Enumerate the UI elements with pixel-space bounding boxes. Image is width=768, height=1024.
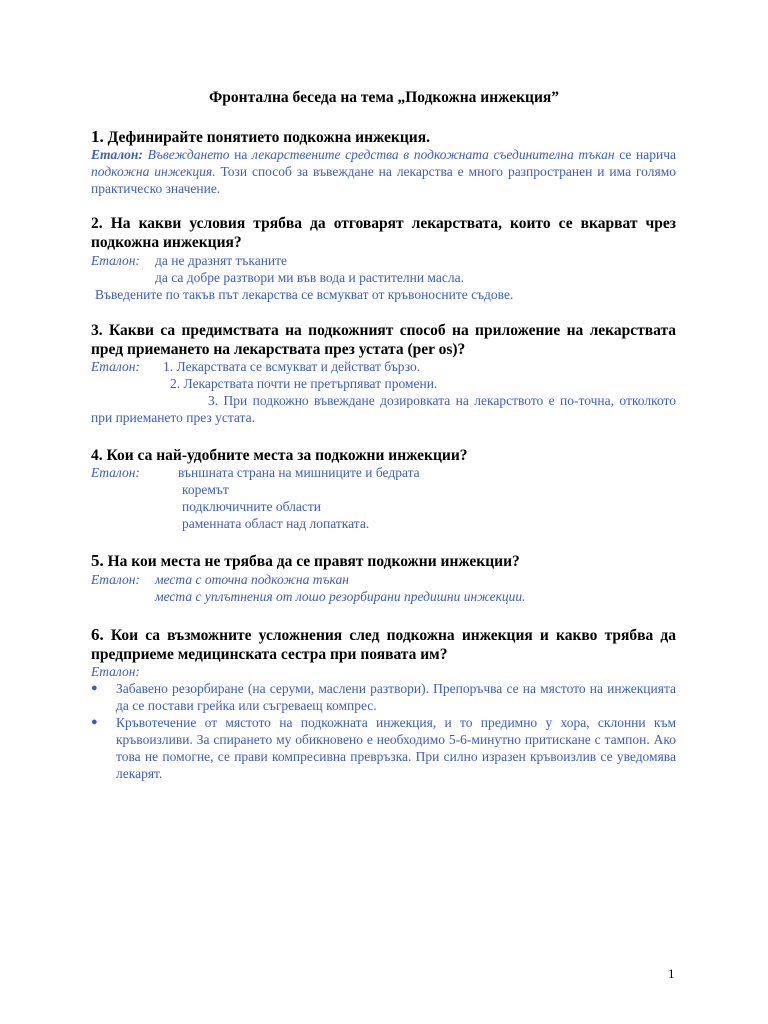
- question-5-text: На кои места не трябва да се правят подкожни инжекции?: [103, 553, 520, 570]
- answer-4-line-4: раменната област над лопатката.: [182, 516, 370, 531]
- answer-6-bullet-2: [91, 714, 676, 782]
- answer-5-label-text: Еталон:: [91, 572, 140, 587]
- answer-6-bullet-1-text: [116, 680, 676, 714]
- question-1-number: 1.: [91, 127, 104, 146]
- answer-5-label: [91, 571, 140, 588]
- question-5: [91, 551, 676, 571]
- question-5-number: 5.: [91, 551, 104, 570]
- answer-2-line-1: да не дразнят тъканите: [155, 253, 288, 268]
- answer-6-bullet-2-text: [116, 714, 676, 782]
- answer-5-line-2-text: места с уплътнения от лошо резорбирани предишни инжекции.: [155, 589, 526, 604]
- answer-2-line-2: да са добре разтвори ми във вода и растителни масла.: [155, 270, 464, 285]
- question-4: 4. Кои са най-удобните места за подкожни инжекции?: [91, 447, 468, 464]
- answer-1-part-3: лекарствените средства в подкожната съединителна тъкан: [252, 147, 615, 162]
- answer-5-line-1: [155, 571, 349, 588]
- answer-3-label-text: Еталон:: [91, 359, 140, 374]
- question-6-text: Кои са възможните усложнения след подкожна инжекция и какво трябва да предприеме медицинската сестра при появата им?: [91, 627, 676, 663]
- page-number: 1: [668, 966, 675, 981]
- bullet-icon: ●: [91, 682, 98, 694]
- question-6-number: 6.: [91, 625, 104, 644]
- answer-5-line-1-text: места с оточна подкожна тъкан: [155, 572, 349, 587]
- answer-4-line-2: коремът: [182, 482, 229, 497]
- answer-2-line-3: Въведените по такъв път лекарства се всмукват от кръвоносните съдове.: [95, 287, 514, 302]
- answer-6-label-text: Еталон:: [91, 664, 140, 679]
- answer-3-line-1: 1. Лекарствата се всмукват и действат бързо.: [163, 359, 421, 374]
- question-1-text: Дефинирайте понятието подкожна инжекция.: [103, 129, 430, 146]
- answer-1-part-4: се нарича: [614, 147, 677, 162]
- question-3: 3. Какви са предимствата на подкожният способ на приложение на лекарствата пред приемането на лекарствата през устата (per os)?: [91, 322, 676, 358]
- answer-2-label-text: Еталон:: [91, 253, 140, 268]
- answer-6-bullet-1-italic: Препоръчва се на мястото на инжекцията да се постави грейка или съгреваещ компрес.: [116, 681, 677, 713]
- question-1: [91, 127, 676, 147]
- answer-1-part-2: на: [229, 147, 253, 162]
- answer-3-line-3: 3. При подкожно въвеждане дозировката на лекарството е по-точна, отколкото при приемането през устата.: [91, 393, 676, 425]
- answer-1: [91, 146, 676, 197]
- answer-4-label-text: Еталон:: [91, 465, 140, 480]
- answer-6-bullet-1-normal: Забавено резорбиране (на серуми, маслени разтвори).: [116, 681, 429, 696]
- answer-6-label: [91, 663, 140, 680]
- question-2: 2. На какви условия трябва да отговарят лекарствата, които се вкарват чрез подкожна инжекция?: [91, 215, 676, 251]
- answer-1-part-5: подкожна инжекция.: [91, 164, 216, 179]
- answer-3-line-2: 2. Лекарствата почти не претърпяват промени.: [170, 376, 438, 391]
- answer-4-line-3: подключичните области: [182, 499, 321, 514]
- answer-3-label: [91, 358, 140, 375]
- question-6: [91, 625, 676, 664]
- answer-4-line-1: външната страна на мишниците и бедрата: [178, 465, 420, 480]
- answer-6-bullet-2-normal: Кръвотечение от мястото на подкожната инжекция, и то предимно у хора, склонни към кръвоизливи.: [116, 715, 676, 747]
- answer-6-bullet-2-italic: За спирането му обикновено е необходимо 5-6-минутно притискане с тампон. Ако това не помогне, се прави компресивна превръзка. При силно изразен кръвоизлив се уведомява лекарят.: [116, 732, 676, 781]
- page-title: Фронтална беседа на тема „Подкожна инжекция”: [208, 89, 560, 106]
- bullet-icon: ●: [91, 716, 98, 728]
- answer-1-part-6: Този способ за въвеждане на лекарства е много разпространен и има голямо практическо значение.: [91, 164, 676, 196]
- answer-4-label: [91, 464, 140, 481]
- answer-6-bullet-1: [91, 680, 676, 714]
- answer-1-part-1: Въвеждането: [142, 147, 230, 162]
- answer-1-label: Еталон:: [91, 147, 143, 162]
- answer-5-line-2: [155, 588, 526, 605]
- answer-2-label: [91, 252, 140, 269]
